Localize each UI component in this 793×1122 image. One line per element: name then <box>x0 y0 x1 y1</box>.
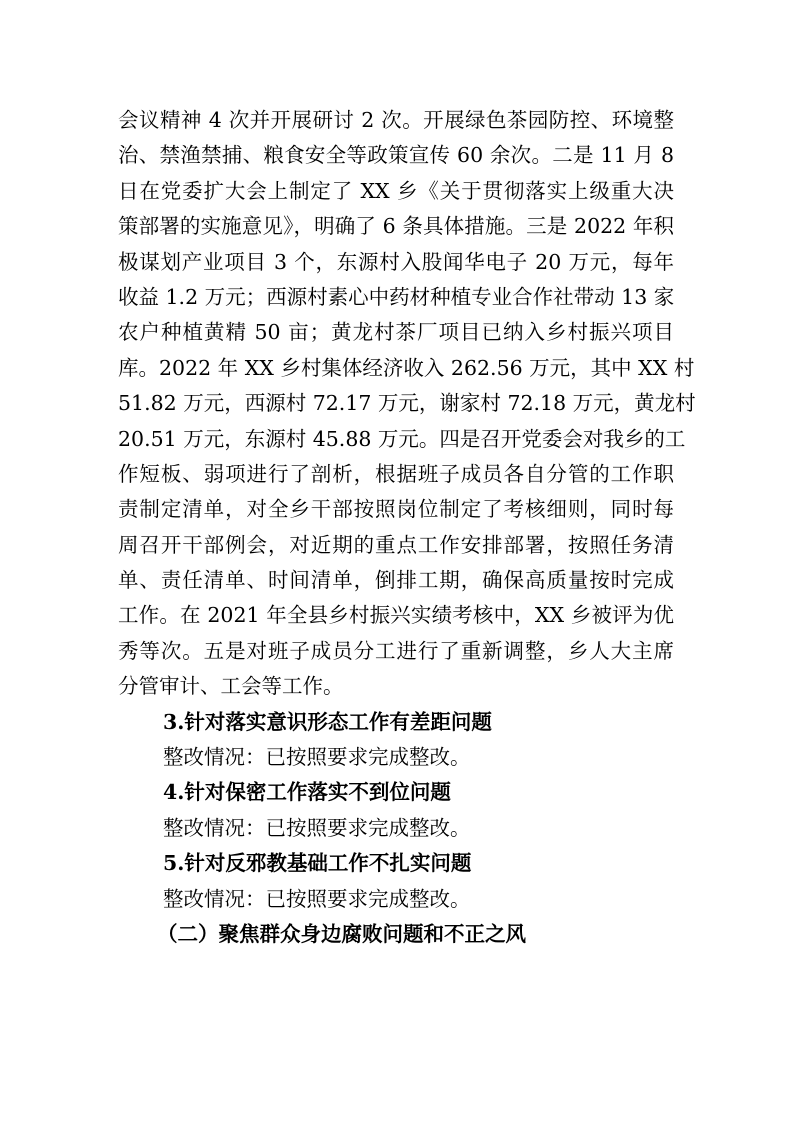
item-heading: 4.针对保密工作落实不到位问题 <box>163 780 451 805</box>
paragraph-line: 单、责任清单、时间清单，倒排工期，确保高质量按时完成 <box>118 568 674 593</box>
paragraph-line: 库。2022 年 XX 乡村集体经济收入 262.56 万元，其中 XX 村 <box>118 355 695 380</box>
paragraph-line: 20.51 万元，东源村 45.88 万元。四是召开党委会对我乡的工 <box>118 426 686 451</box>
paragraph-line: 分管审计、工会等工作。 <box>118 674 344 699</box>
paragraph-line: 治、禁渔禁捕、粮食安全等政策宣传 60 余次。二是 11 月 8 <box>118 143 674 168</box>
paragraph-line: 策部署的实施意见》，明确了 6 条具体措施。三是 2022 年积 <box>118 214 674 239</box>
paragraph-line: 农户种植黄精 50 亩；黄龙村茶厂项目已纳入乡村振兴项目 <box>118 320 674 345</box>
paragraph-line: 作短板、弱项进行了剖析，根据班子成员各自分管的工作职 <box>118 461 674 486</box>
paragraph-line: 收益 1.2 万元；西源村素心中药材种植专业合作社带动 13 家 <box>118 284 675 309</box>
paragraph-line: 会议精神 4 次并开展研讨 2 次。开展绿色茶园防控、环境整 <box>118 108 674 132</box>
paragraph-line: 极谋划产业项目 3 个，东源村入股闻华电子 20 万元，每年 <box>118 249 674 274</box>
section-title: （二）聚焦群众身边腐败问题和不正之风 <box>157 921 526 946</box>
paragraph-line: 日在党委扩大会上制定了 XX 乡《关于贯彻落实上级重大决 <box>118 178 674 203</box>
item-status: 整改情况：已按照要求完成整改。 <box>163 886 471 911</box>
paragraph-line: 责制定清单，对全乡干部按照岗位制定了考核细则，同时每 <box>118 497 674 522</box>
item-status: 整改情况：已按照要求完成整改。 <box>163 815 471 840</box>
item-heading: 3.针对落实意识形态工作有差距问题 <box>163 709 492 734</box>
item-status: 整改情况：已按照要求完成整改。 <box>163 745 471 770</box>
item-heading: 5.针对反邪教基础工作不扎实问题 <box>163 851 472 876</box>
paragraph-line: 秀等次。五是对班子成员分工进行了重新调整，乡人大主席 <box>118 638 674 663</box>
document-body <box>118 103 696 952</box>
paragraph-line: 周召开干部例会，对近期的重点工作安排部署，按照任务清 <box>118 532 674 557</box>
paragraph-line: 工作。在 2021 年全县乡村振兴实绩考核中，XX 乡被评为优 <box>118 603 674 628</box>
paragraph-line: 51.82 万元，西源村 72.17 万元，谢家村 72.18 万元，黄龙村 <box>118 391 696 416</box>
